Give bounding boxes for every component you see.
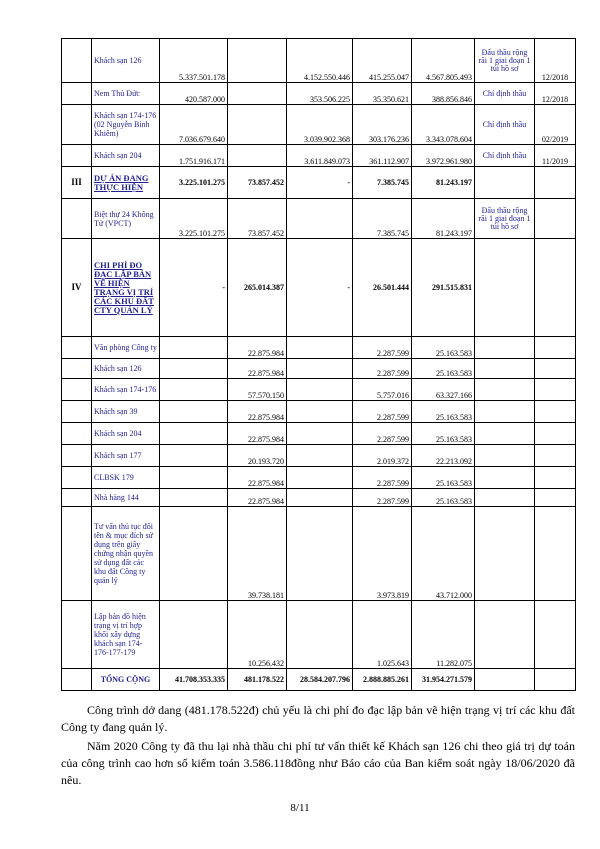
value-col-5-cell: 3.972.961.980 bbox=[412, 145, 475, 167]
value-col-1-cell bbox=[160, 379, 228, 401]
value-col-3-cell: - bbox=[287, 167, 353, 199]
date-cell bbox=[535, 401, 576, 423]
row-number-cell: III bbox=[62, 167, 92, 199]
item-name-cell: Khách sạn 126 bbox=[92, 39, 160, 83]
date-cell bbox=[535, 489, 576, 507]
item-name-cell: Nem Thủ Đức bbox=[92, 83, 160, 105]
value-col-3-cell bbox=[287, 199, 353, 239]
value-col-2-cell: 57.570.150 bbox=[228, 379, 287, 401]
value-col-1-cell bbox=[160, 423, 228, 445]
table-row bbox=[62, 83, 576, 105]
item-name-cell: TỔNG CỘNG bbox=[92, 669, 160, 691]
value-col-5-cell: 25.163.583 bbox=[412, 423, 475, 445]
value-col-1-cell: 7.036.679.640 bbox=[160, 105, 228, 145]
section-row bbox=[62, 239, 576, 337]
table-row bbox=[62, 445, 576, 467]
value-col-4-cell: 2.287.599 bbox=[353, 467, 412, 489]
value-col-4-cell: 7.385.745 bbox=[353, 167, 412, 199]
value-col-3-cell: 28.584.207.796 bbox=[287, 669, 353, 691]
value-col-2-cell: 73.857.452 bbox=[228, 167, 287, 199]
date-cell bbox=[535, 167, 576, 199]
value-col-3-cell bbox=[287, 507, 353, 601]
table-row bbox=[62, 507, 576, 601]
item-name-cell: Biệt thự 24 Không Tử (VPCT) bbox=[92, 199, 160, 239]
table-row bbox=[62, 105, 576, 145]
table-row bbox=[62, 199, 576, 239]
paragraph-wip-cost: Công trình dở dang (481.178.522đ) chủ yếu là chi phí đo đạc lập bản vẽ hiện trạng vị trí các khu đất Công ty đang quản lý. bbox=[61, 703, 575, 734]
value-col-1-cell bbox=[160, 467, 228, 489]
item-name-cell: Nhà hàng 144 bbox=[92, 489, 160, 507]
date-cell bbox=[535, 601, 576, 669]
row-number-cell bbox=[62, 445, 92, 467]
value-col-4-cell: 5.757.016 bbox=[353, 379, 412, 401]
table-row bbox=[62, 379, 576, 401]
value-col-1-cell: - bbox=[160, 239, 228, 337]
row-number-cell bbox=[62, 145, 92, 167]
item-name-cell: Khách sạn 204 bbox=[92, 423, 160, 445]
bid-method-cell bbox=[475, 601, 535, 669]
value-col-5-cell: 11.282.075 bbox=[412, 601, 475, 669]
row-number-cell bbox=[62, 401, 92, 423]
date-cell bbox=[535, 359, 576, 379]
value-col-2-cell bbox=[228, 105, 287, 145]
value-col-3-cell bbox=[287, 601, 353, 669]
value-col-1-cell: 41.708.353.335 bbox=[160, 669, 228, 691]
row-number-cell bbox=[62, 337, 92, 359]
date-cell bbox=[535, 379, 576, 401]
cost-table-body bbox=[62, 39, 576, 691]
value-col-5-cell: 81.243.197 bbox=[412, 199, 475, 239]
bid-method-cell bbox=[475, 359, 535, 379]
value-col-3-cell bbox=[287, 337, 353, 359]
item-name-cell: Văn phòng Công ty bbox=[92, 337, 160, 359]
value-col-2-cell: 22.875.984 bbox=[228, 489, 287, 507]
value-col-5-cell: 4.567.805.493 bbox=[412, 39, 475, 83]
bid-method-cell bbox=[475, 337, 535, 359]
value-col-3-cell bbox=[287, 379, 353, 401]
bid-method-cell bbox=[475, 239, 535, 337]
row-number-cell bbox=[62, 507, 92, 601]
item-name-cell: Khách sạn 174-176 bbox=[92, 379, 160, 401]
value-col-2-cell: 10.256.432 bbox=[228, 601, 287, 669]
date-cell bbox=[535, 239, 576, 337]
value-col-5-cell: 3.343.078.604 bbox=[412, 105, 475, 145]
date-cell bbox=[535, 467, 576, 489]
bid-method-cell bbox=[475, 379, 535, 401]
value-col-4-cell: 2.287.599 bbox=[353, 359, 412, 379]
value-col-4-cell: 35.350.621 bbox=[353, 83, 412, 105]
value-col-4-cell: 3.973.819 bbox=[353, 507, 412, 601]
bid-method-cell bbox=[475, 423, 535, 445]
value-col-2-cell bbox=[228, 145, 287, 167]
total-row bbox=[62, 669, 576, 691]
value-col-5-cell: 43.712.000 bbox=[412, 507, 475, 601]
paragraph-refund-note: Năm 2020 Công ty đã thu lại nhà thầu chi phí tư vấn thiết kế Khách sạn 126 chi theo giá trị dự toán của công trình cao hơn số kiểm toán 3.586.118đồng như Báo cáo của Ban kiểm soát ngày 18/06/2020 đã nêu. bbox=[61, 739, 575, 787]
value-col-5-cell: 25.163.583 bbox=[412, 359, 475, 379]
value-col-2-cell: 39.738.181 bbox=[228, 507, 287, 601]
value-col-3-cell bbox=[287, 359, 353, 379]
item-name-cell: Lập bản đồ hiện trạng vị trí hợp khối xây dựng khách sạn 174-176-177-179 bbox=[92, 601, 160, 669]
value-col-5-cell: 81.243.197 bbox=[412, 167, 475, 199]
value-col-5-cell: 63.327.166 bbox=[412, 379, 475, 401]
value-col-4-cell: 2.019.372 bbox=[353, 445, 412, 467]
value-col-4-cell: 26.501.444 bbox=[353, 239, 412, 337]
value-col-3-cell bbox=[287, 489, 353, 507]
value-col-3-cell: 3.611.849.073 bbox=[287, 145, 353, 167]
value-col-2-cell: 20.193.720 bbox=[228, 445, 287, 467]
item-name-cell: Khách sạn 174-176 (02 Nguyễn Bỉnh Khiêm) bbox=[92, 105, 160, 145]
value-col-4-cell: 361.112.907 bbox=[353, 145, 412, 167]
value-col-2-cell bbox=[228, 83, 287, 105]
date-cell: 12/2018 bbox=[535, 83, 576, 105]
value-col-3-cell: 3.039.902.368 bbox=[287, 105, 353, 145]
table-row bbox=[62, 401, 576, 423]
item-name-cell: Khách sạn 126 bbox=[92, 359, 160, 379]
value-col-3-cell bbox=[287, 401, 353, 423]
row-number-cell bbox=[62, 359, 92, 379]
value-col-1-cell bbox=[160, 489, 228, 507]
date-cell bbox=[535, 199, 576, 239]
value-col-1-cell: 420.587.000 bbox=[160, 83, 228, 105]
bid-method-cell bbox=[475, 401, 535, 423]
item-name-cell: Tư vấn thủ tục đổi tên & mục đích sử dụng trên giấy chứng nhận quyền sử dụng đất các khu đất Công ty quản lý bbox=[92, 507, 160, 601]
date-cell bbox=[535, 423, 576, 445]
item-name-cell: Khách sạn 204 bbox=[92, 145, 160, 167]
value-col-1-cell bbox=[160, 401, 228, 423]
date-cell: 11/2019 bbox=[535, 145, 576, 167]
cost-table bbox=[61, 38, 576, 691]
value-col-5-cell: 22.213.092 bbox=[412, 445, 475, 467]
value-col-3-cell: 353.506.225 bbox=[287, 83, 353, 105]
value-col-3-cell: - bbox=[287, 239, 353, 337]
section-row bbox=[62, 167, 576, 199]
item-name-cell: CHI PHÍ ĐO ĐẠC LẬP BẢN VẼ HIỆN TRẠNG VỊ TRÍ CÁC KHU ĐẤT CTY QUẢN LÝ bbox=[92, 239, 160, 337]
value-col-1-cell bbox=[160, 445, 228, 467]
value-col-2-cell: 265.014.387 bbox=[228, 239, 287, 337]
row-number-cell bbox=[62, 669, 92, 691]
bid-method-cell: Chỉ định thầu bbox=[475, 83, 535, 105]
table-row bbox=[62, 39, 576, 83]
row-number-cell bbox=[62, 105, 92, 145]
bid-method-cell bbox=[475, 167, 535, 199]
row-number-cell: IV bbox=[62, 239, 92, 337]
value-col-3-cell bbox=[287, 423, 353, 445]
row-number-cell bbox=[62, 489, 92, 507]
table-row bbox=[62, 489, 576, 507]
value-col-1-cell: 1.751.916.171 bbox=[160, 145, 228, 167]
value-col-4-cell: 2.287.599 bbox=[353, 423, 412, 445]
date-cell bbox=[535, 337, 576, 359]
date-cell: 02/2019 bbox=[535, 105, 576, 145]
value-col-4-cell: 7.385.745 bbox=[353, 199, 412, 239]
date-cell bbox=[535, 445, 576, 467]
value-col-4-cell: 1.025.643 bbox=[353, 601, 412, 669]
value-col-4-cell: 2.287.599 bbox=[353, 489, 412, 507]
bid-method-cell: Đấu thầu rộng rãi 1 giai đoạn 1 túi hồ sơ bbox=[475, 39, 535, 83]
value-col-5-cell: 25.163.583 bbox=[412, 489, 475, 507]
value-col-2-cell bbox=[228, 39, 287, 83]
item-name-cell: Khách sạn 177 bbox=[92, 445, 160, 467]
table-row bbox=[62, 359, 576, 379]
bid-method-cell bbox=[475, 669, 535, 691]
value-col-2-cell: 22.875.984 bbox=[228, 467, 287, 489]
bid-method-cell bbox=[475, 507, 535, 601]
value-col-1-cell: 3.225.101.275 bbox=[160, 167, 228, 199]
table-row bbox=[62, 337, 576, 359]
value-col-5-cell: 25.163.583 bbox=[412, 401, 475, 423]
value-col-2-cell: 22.875.984 bbox=[228, 423, 287, 445]
date-cell bbox=[535, 507, 576, 601]
value-col-2-cell: 22.875.984 bbox=[228, 337, 287, 359]
table-row bbox=[62, 423, 576, 445]
value-col-5-cell: 31.954.271.579 bbox=[412, 669, 475, 691]
value-col-5-cell: 388.856.846 bbox=[412, 83, 475, 105]
value-col-2-cell: 22.875.984 bbox=[228, 401, 287, 423]
row-number-cell bbox=[62, 39, 92, 83]
row-number-cell bbox=[62, 467, 92, 489]
value-col-4-cell: 2.287.599 bbox=[353, 401, 412, 423]
row-number-cell bbox=[62, 379, 92, 401]
bid-method-cell bbox=[475, 467, 535, 489]
value-col-3-cell bbox=[287, 445, 353, 467]
value-col-2-cell: 22.875.984 bbox=[228, 359, 287, 379]
value-col-1-cell: 3.225.101.275 bbox=[160, 199, 228, 239]
value-col-4-cell: 415.255.047 bbox=[353, 39, 412, 83]
bid-method-cell: Chỉ định thầu bbox=[475, 105, 535, 145]
row-number-cell bbox=[62, 601, 92, 669]
item-name-cell: DỰ ÁN ĐANG THỰC HIỆN bbox=[92, 167, 160, 199]
table-row bbox=[62, 145, 576, 167]
bid-method-cell: Chỉ định thầu bbox=[475, 145, 535, 167]
bid-method-cell: Đấu thầu rộng rãi 1 giai đoạn 1 túi hồ sơ bbox=[475, 199, 535, 239]
value-col-4-cell: 2.287.599 bbox=[353, 337, 412, 359]
value-col-3-cell: 4.152.550.446 bbox=[287, 39, 353, 83]
value-col-2-cell: 73.857.452 bbox=[228, 199, 287, 239]
value-col-5-cell: 25.163.583 bbox=[412, 337, 475, 359]
value-col-3-cell bbox=[287, 467, 353, 489]
value-col-1-cell bbox=[160, 601, 228, 669]
item-name-cell: Khách sạn 39 bbox=[92, 401, 160, 423]
value-col-5-cell: 291.515.831 bbox=[412, 239, 475, 337]
row-number-cell bbox=[62, 199, 92, 239]
item-name-cell: CLBSK 179 bbox=[92, 467, 160, 489]
bid-method-cell bbox=[475, 445, 535, 467]
bid-method-cell bbox=[475, 489, 535, 507]
date-cell: 12/2018 bbox=[535, 39, 576, 83]
value-col-5-cell: 25.163.583 bbox=[412, 467, 475, 489]
row-number-cell bbox=[62, 423, 92, 445]
value-col-1-cell: 5.337.501.178 bbox=[160, 39, 228, 83]
row-number-cell bbox=[62, 83, 92, 105]
value-col-1-cell bbox=[160, 507, 228, 601]
page-number: 8/11 bbox=[290, 802, 310, 814]
value-col-2-cell: 481.178.522 bbox=[228, 669, 287, 691]
date-cell bbox=[535, 669, 576, 691]
value-col-4-cell: 2.888.885.261 bbox=[353, 669, 412, 691]
table-row bbox=[62, 601, 576, 669]
value-col-1-cell bbox=[160, 337, 228, 359]
value-col-4-cell: 303.176.236 bbox=[353, 105, 412, 145]
value-col-1-cell bbox=[160, 359, 228, 379]
table-row bbox=[62, 467, 576, 489]
